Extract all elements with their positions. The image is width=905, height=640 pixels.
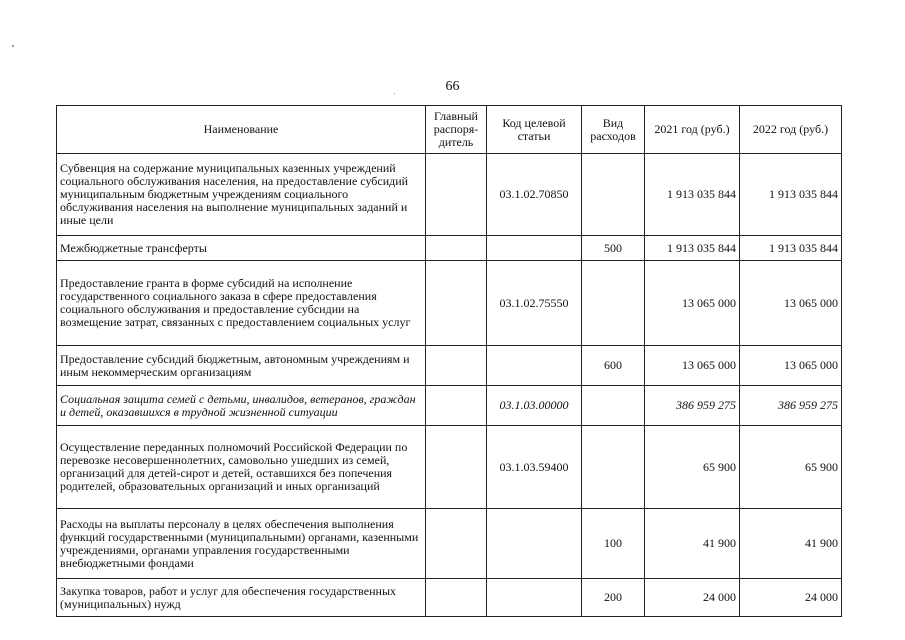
table-row [57, 386, 842, 426]
row-expense-type: 100 [582, 509, 645, 579]
row-code [487, 236, 582, 261]
row-year-2022: 65 900 [740, 426, 842, 509]
header-name: Наименование [57, 106, 426, 154]
row-expense-type [582, 154, 645, 236]
table-row [57, 154, 842, 236]
row-dispatcher [426, 346, 487, 386]
row-year-2021: 13 065 000 [645, 261, 740, 346]
row-code: 03.1.02.70850 [487, 154, 582, 236]
row-year-2022: 13 065 000 [740, 261, 842, 346]
header-year-2021: 2021 год (руб.) [645, 106, 740, 154]
header-code: Код целевой статьи [487, 106, 582, 154]
row-name: Расходы на выплаты персоналу в целях обеспечения выполнения функций государственными (муниципальными) органами, казенными учреждениями, органами управления государственными внебюджетными фондами [57, 509, 426, 579]
row-year-2021: 13 065 000 [645, 346, 740, 386]
row-dispatcher [426, 236, 487, 261]
row-expense-type: 500 [582, 236, 645, 261]
row-code [487, 509, 582, 579]
row-year-2022: 13 065 000 [740, 346, 842, 386]
row-expense-type: 200 [582, 579, 645, 617]
table-header-row [57, 106, 842, 154]
row-expense-type [582, 426, 645, 509]
row-dispatcher [426, 426, 487, 509]
row-expense-type: 600 [582, 346, 645, 386]
row-year-2022: 1 913 035 844 [740, 236, 842, 261]
row-year-2022: 41 900 [740, 509, 842, 579]
header-expense-type: Вид расходов [582, 106, 645, 154]
row-year-2022: 1 913 035 844 [740, 154, 842, 236]
row-name: Межбюджетные трансферты [57, 236, 426, 261]
row-dispatcher [426, 386, 487, 426]
row-name: Предоставление гранта в форме субсидий на исполнение государственного социального заказа в сфере предоставления социального обслуживания и предоставление субсидии на возмещение затрат, связанных с предоставлением социальных услуг [57, 261, 426, 346]
row-dispatcher [426, 579, 487, 617]
row-expense-type [582, 386, 645, 426]
table-row [57, 509, 842, 579]
row-code [487, 346, 582, 386]
row-name: Осуществление переданных полномочий Российской Федерации по перевозке несовершеннолетних, самовольно ушедших из семей, организаций для детей-сирот и детей, оставшихся без попечения родителей, образовательных организаций и иных организаций [57, 426, 426, 509]
row-name: Субвенция на содержание муниципальных казенных учреждений социального обслуживания населения, на предоставление субсидий муниципальным бюджетным учреждениям социального обслуживания населения на выполнение муниципальных заданий и иные цели [57, 154, 426, 236]
row-name: Социальная защита семей с детьми, инвалидов, ветеранов, граждан и детей, оказавшихся в трудной жизненной ситуации [57, 386, 426, 426]
table-row [57, 346, 842, 386]
page-number: 66 [445, 79, 460, 94]
header-dispatcher: Главный распоря-дитель [426, 106, 487, 154]
row-dispatcher [426, 509, 487, 579]
table-row [57, 236, 842, 261]
row-expense-type [582, 261, 645, 346]
scan-speck [12, 45, 14, 47]
row-year-2021: 1 913 035 844 [645, 236, 740, 261]
row-name: Предоставление субсидий бюджетным, автономным учреждениям и иным некоммерческим организациям [57, 346, 426, 386]
row-year-2021: 386 959 275 [645, 386, 740, 426]
row-code: 03.1.03.59400 [487, 426, 582, 509]
row-year-2021: 65 900 [645, 426, 740, 509]
row-name: Закупка товаров, работ и услуг для обеспечения государственных (муниципальных) нужд [57, 579, 426, 617]
row-code: 03.1.02.75550 [487, 261, 582, 346]
table-row [57, 261, 842, 346]
row-year-2022: 386 959 275 [740, 386, 842, 426]
row-code: 03.1.03.00000 [487, 386, 582, 426]
row-year-2021: 41 900 [645, 509, 740, 579]
table-row [57, 426, 842, 509]
row-dispatcher [426, 261, 487, 346]
row-dispatcher [426, 154, 487, 236]
header-year-2022: 2022 год (руб.) [740, 106, 842, 154]
table-row [57, 579, 842, 617]
row-year-2021: 24 000 [645, 579, 740, 617]
row-year-2021: 1 913 035 844 [645, 154, 740, 236]
row-code [487, 579, 582, 617]
row-year-2022: 24 000 [740, 579, 842, 617]
budget-table [56, 105, 842, 617]
